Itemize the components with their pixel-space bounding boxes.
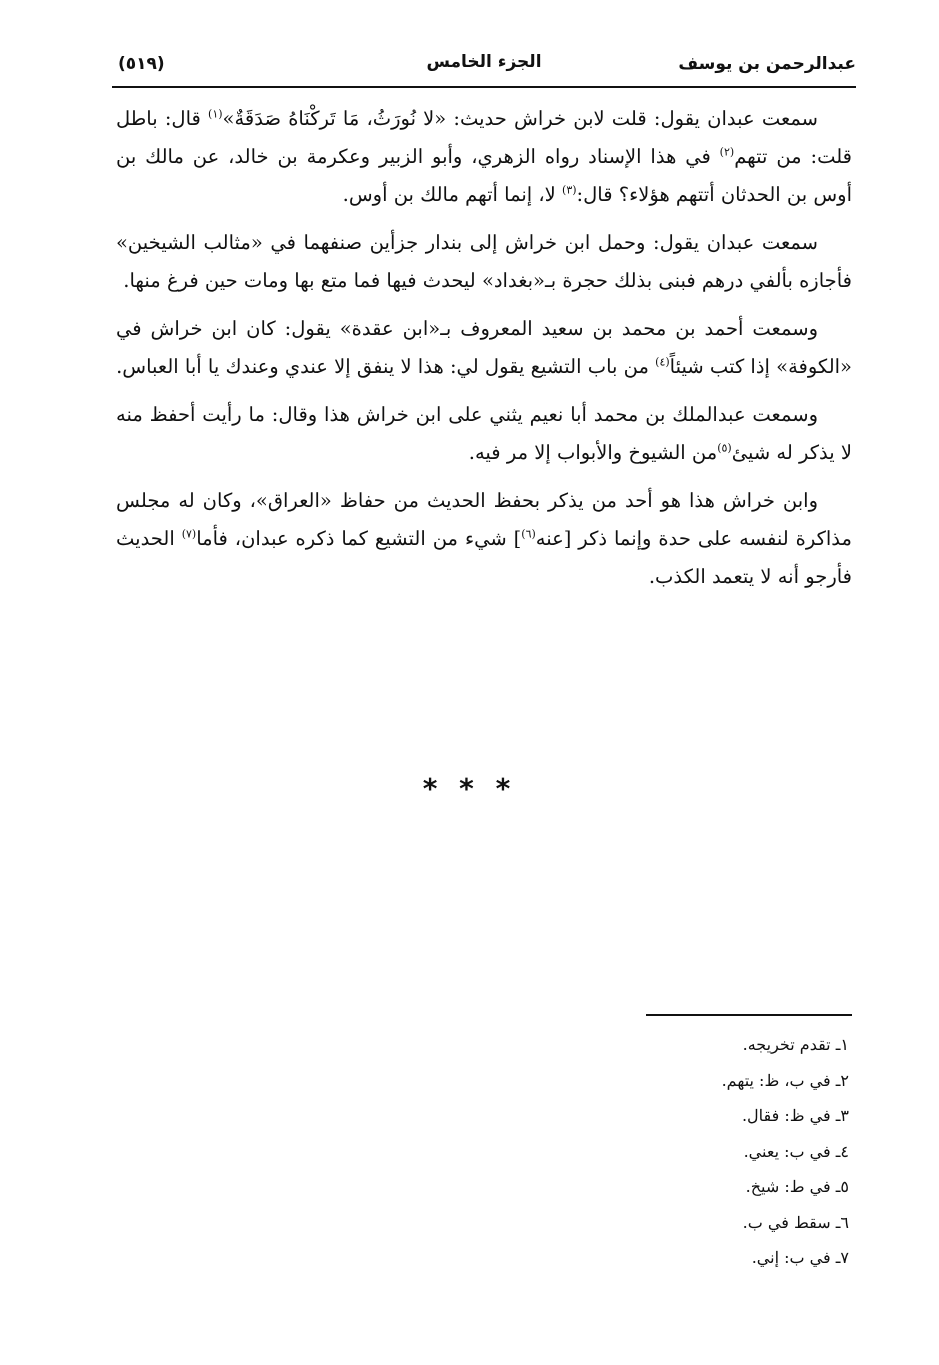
running-header <box>112 46 856 88</box>
header-author: عبدالرحمن بن يوسف <box>678 54 856 74</box>
paragraph-text: لا، إنما أتهم مالك بن أوس. <box>342 183 563 206</box>
header-rule <box>112 86 856 88</box>
paragraph <box>116 224 852 300</box>
section-separator: * * * <box>422 772 517 805</box>
footnote-ref: (٧) <box>181 527 197 541</box>
paragraph <box>116 482 852 596</box>
paragraph-text: سمعت عبدان يقول: وحمل ابن خراش إلى بندار جزأين صنفهما في «مثالب الشيخين» فأجازه بألفي درهم فبنى بذلك حجرة بـ«بغداد» ليحدث فيها فما متع بها ومات حين فرغ منها. <box>116 231 852 292</box>
paragraph-text: في هذا الإسناد رواه الزهري، وأبو الزبير وعكرمة بن خالد، عن مالك بن أوس بن الحدثان أتتهم هؤلاء؟ قال: <box>116 145 852 206</box>
footnotes-list <box>349 1030 849 1279</box>
footnote-item: ٣ـ في ظ: فقال. <box>741 1106 849 1125</box>
paragraph-text: سمعت عبدان يقول: قلت لابن خراش حديث: «لا نُورَثُ، مَا تَركْنَاهُ صَدَقَةٌ» <box>222 107 818 130</box>
paragraph-text: وسمعت أحمد بن محمد بن سعيد المعروف بـ«ابن عقدة» يقول: كان ابن خراش في «الكوفة» إذا كتب شيئاً <box>116 317 852 378</box>
paragraph <box>116 100 852 214</box>
footnote-ref: (٦) <box>521 527 536 541</box>
footnote-item: ١ـ تقدم تخريجه. <box>742 1035 849 1054</box>
paragraph-text: وسمعت عبدالملك بن محمد أبا نعيم يثني على ابن خراش هذا وقال: ما رأيت أحفظ منه لا يذكر له شيئ <box>116 403 852 464</box>
paragraph-text: الحديث فأرجو أنه لا يتعمد الكذب. <box>116 527 852 588</box>
footnote-ref: (٢) <box>719 145 735 159</box>
paragraph-text: وابن خراش هذا هو أحد من يذكر بحفظ الحديث من حفاظ «العراق»، وكان له مجلس مذاكرة لنفسه على حدة وإنما ذكر [عنه <box>116 489 852 550</box>
page-number: (٥١٩) <box>118 54 165 74</box>
footnote-ref: (٥) <box>717 441 732 455</box>
header-volume: الجزء الخامس <box>426 52 542 72</box>
paragraph-text: ] شيء من التشيع كما ذكره عبدان، فأما <box>196 527 522 550</box>
footnote-ref: (٣) <box>562 183 577 197</box>
footnote-item: ٦ـ سقط في ب. <box>742 1212 849 1232</box>
footnote-rule <box>646 1014 852 1016</box>
paragraph-text: من الشيوخ والأبواب إلا مر فيه. <box>468 441 718 464</box>
paragraph-text: من باب التشيع يقول لي: هذا لا ينفق إلا عندي وعندك يا أبا العباس. <box>116 355 656 378</box>
footnote-item: ٧ـ في ب: إني. <box>751 1248 849 1267</box>
footnote-item: ٤ـ في ب: يعني. <box>743 1141 849 1161</box>
paragraph <box>116 396 852 472</box>
main-text <box>116 100 852 606</box>
footnote-ref: (٤) <box>655 355 670 369</box>
paragraph <box>116 310 852 386</box>
footnote-item: ٥ـ في ط: شيخ. <box>745 1177 849 1196</box>
footnote-item: ٢ـ في ب، ظ: يتهم. <box>721 1070 849 1090</box>
footnote-ref: (١) <box>208 107 223 121</box>
paragraph-text: قال: باطل قلت: من تتهم <box>116 107 852 168</box>
